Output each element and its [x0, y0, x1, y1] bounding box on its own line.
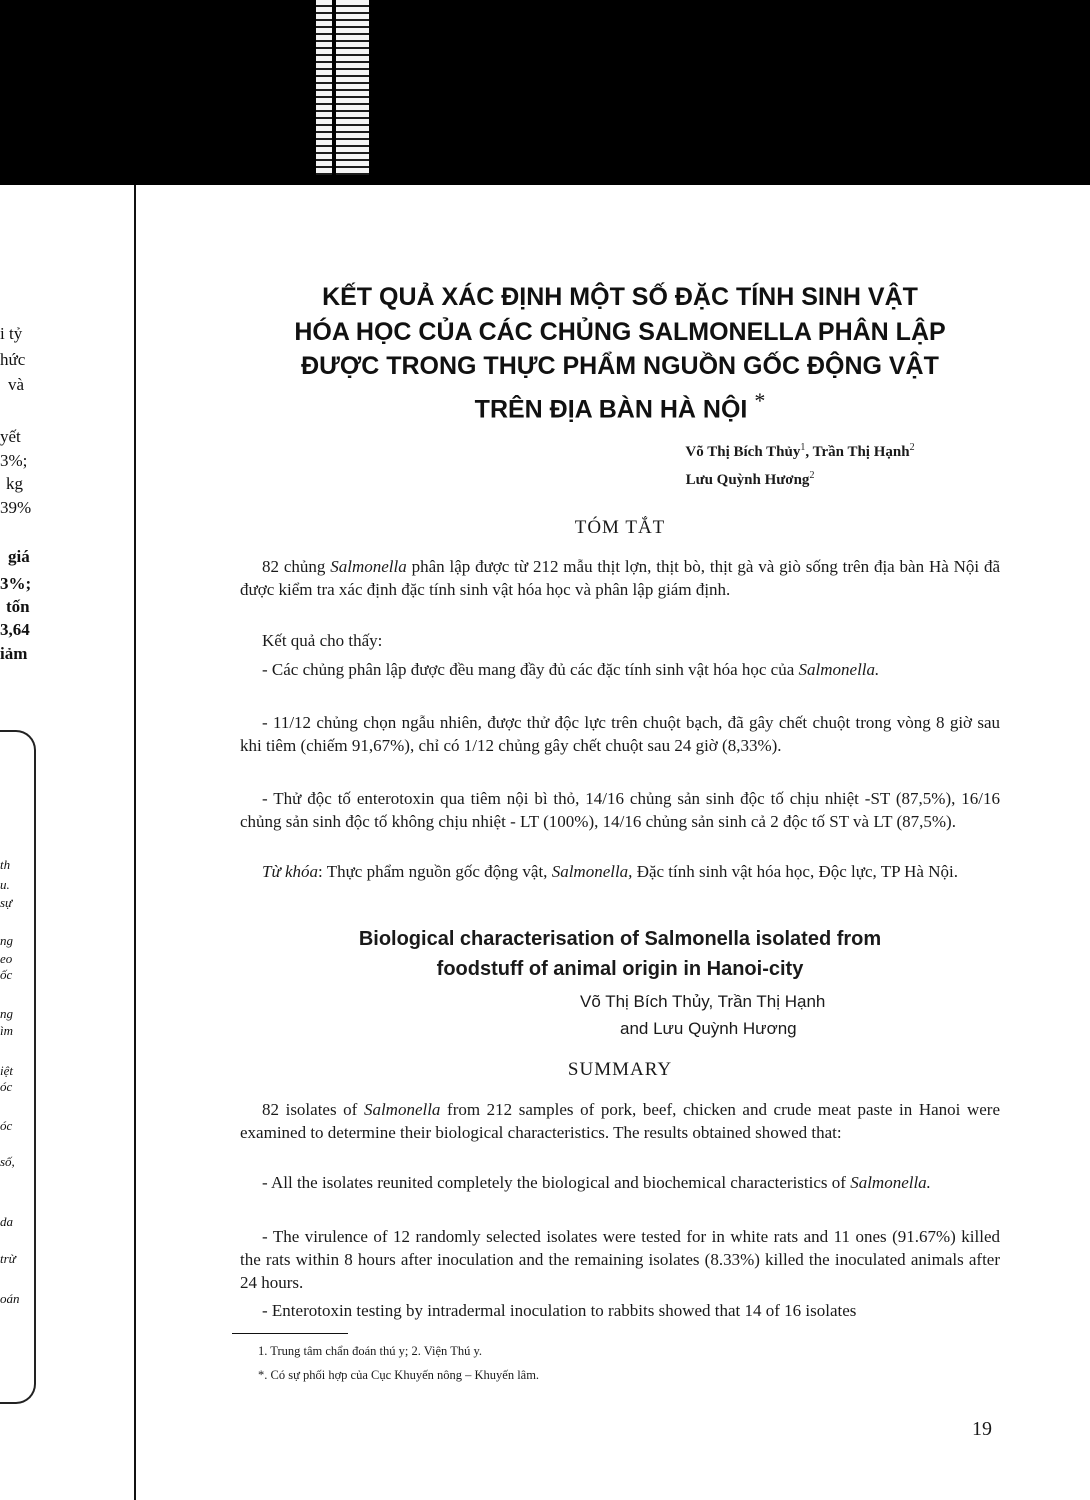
title-line: ĐƯỢC TRONG THỰC PHẨM NGUỒN GỐC ĐỘNG VẬT	[301, 352, 939, 380]
title-footnote-mark: *	[754, 387, 766, 413]
left-fragment: th	[0, 857, 11, 872]
left-fragment: ốc	[0, 967, 13, 982]
left-fragment: yết	[0, 427, 21, 446]
vn-summary-paragraph: - Thử độc tố enterotoxin qua tiêm nội bì thỏ, 14/16 chủng sản sinh độc tố chịu nhiệt -ST (87,5%), 16/16 chủng sản sinh độc tố không chịu nhiệt - LT (100%), 14/16 chủng sản sinh cả 2 độc tố ST và LT (87,5%).	[240, 789, 1000, 831]
title-line: KẾT QUẢ XÁC ĐỊNH MỘT SỐ ĐẶC TÍNH SINH VẬT	[322, 283, 918, 311]
vn-summary-paragraph: - Các chủng phân lập được đều mang đầy đủ các đặc tính sinh vật hóa học của Salmonella.	[262, 660, 880, 679]
left-fragment: tốn	[6, 597, 30, 616]
left-fragment: 39%	[0, 498, 32, 517]
left-fragment: số,	[0, 1154, 15, 1169]
page-number: 19	[972, 1418, 992, 1440]
left-fragment: óc	[0, 1079, 13, 1094]
footnote-cooperation: *. Có sự phối hợp của Cục Khuyến nông – Khuyến lâm.	[258, 1368, 540, 1382]
left-fragment: kg	[6, 474, 23, 493]
left-fragment: da	[0, 1214, 13, 1229]
left-fragment: iảm	[0, 644, 28, 663]
authors-vietnamese: Võ Thị Bích Thủy$^1$, Trần Thị Hạnh$^2$ Lưu Quỳnh Hương$^2$	[685, 442, 915, 488]
vn-keywords: Từ khóa: Thực phẩm nguồn gốc động vật, Salmonella, Đặc tính sinh vật hóa học, Độc lực, TP Hà Nội.	[262, 862, 958, 881]
left-fragment: và	[8, 375, 25, 394]
english-title	[250, 924, 990, 984]
vn-summary-paragraph: - 11/12 chủng chọn ngẫu nhiên, được thử độc lực trên chuột bạch, đã gây chết chuột trong vòng 8 giờ sau khi tiêm (chiếm 91,67%), chỉ có 1/12 chủng gây chết chuột sau 24 giờ (8,33%).	[240, 713, 1000, 755]
scan-black-border	[0, 0, 1090, 185]
vn-summary-paragraph: Kết quả cho thấy:	[262, 631, 383, 650]
en-summary-paragraph: - All the isolates reunited completely the biological and biochemical characteristics of Salmonella.	[262, 1173, 931, 1192]
left-fragment: sự	[0, 895, 13, 910]
binding-stripes	[316, 0, 369, 175]
en-summary-paragraph: - The virulence of 12 randomly selected isolates were tested for in white rats and 11 ones (91.67%) killed the rats within 8 hours after inoculation and the remaining isolates (8.33%) killed the inoculated animals after 24 hours.	[240, 1227, 1000, 1292]
authors-english: Võ Thị Bích Thủy, Trần Thị Hạnh and Lưu Quỳnh Hương	[580, 992, 826, 1038]
left-fragment: ìm	[0, 1023, 13, 1038]
left-fragment: ng	[0, 1006, 13, 1021]
title-line: Biological characterisation of Salmonella isolated from	[358, 928, 882, 950]
left-fragment: óc	[0, 1118, 13, 1133]
footnote-rule	[232, 1333, 348, 1334]
left-fragment: hức	[0, 350, 26, 369]
left-fragment: 3%;	[0, 451, 28, 470]
left-fragment: eo	[0, 951, 13, 966]
en-summary-paragraph: 82 isolates of Salmonella from 212 samples of pork, beef, chicken and crude meat paste in Hanoi were examined to determine their biological characteristics. The results obtained showed that:	[240, 1100, 1001, 1142]
left-fragment: u.	[0, 877, 10, 892]
left-fragment: giá	[8, 547, 30, 566]
left-fragment: 3,64	[0, 620, 30, 639]
footnote-affiliations: 1. Trung tâm chẩn đoán thú y; 2. Viện Thú y.	[258, 1344, 483, 1358]
left-fragment: i tỷ	[0, 324, 23, 343]
left-fragment: iệt	[0, 1063, 13, 1078]
vn-summary-heading: TÓM TẮT	[574, 517, 666, 538]
left-fragment: oán	[0, 1291, 20, 1306]
en-summary-paragraph: - Enterotoxin testing by intradermal inoculation to rabbits showed that 14 of 16 isolates	[262, 1301, 857, 1320]
title-line: foodstuff of animal origin in Hanoi-city	[436, 958, 804, 980]
left-fragment: ng	[0, 933, 13, 948]
page-gutter-line	[134, 185, 136, 1500]
author-name: Võ Thị Bích Thủy	[685, 444, 801, 460]
vn-summary-paragraph: 82 chủng Salmonella phân lập được từ 212 mẫu thịt lợn, thịt bò, thịt gà và giò sống trên địa bàn Hà Nội đã được kiểm tra xác định đặc tính sinh vật hóa học và phân lập giám định.	[240, 557, 1000, 599]
title-line: TRÊN ĐỊA BÀN HÀ NỘI *	[474, 387, 766, 423]
article-title	[220, 280, 1020, 426]
en-summary-heading: SUMMARY	[567, 1059, 673, 1080]
title-line: HÓA HỌC CỦA CÁC CHỦNG SALMONELLA PHÂN LẬP	[294, 317, 946, 346]
author-name: Lưu Quỳnh Hương	[685, 472, 810, 488]
left-fragment: 3%;	[0, 574, 32, 593]
left-fragment: trừ	[0, 1251, 16, 1266]
author-name: Trần Thị Hạnh	[812, 444, 910, 460]
